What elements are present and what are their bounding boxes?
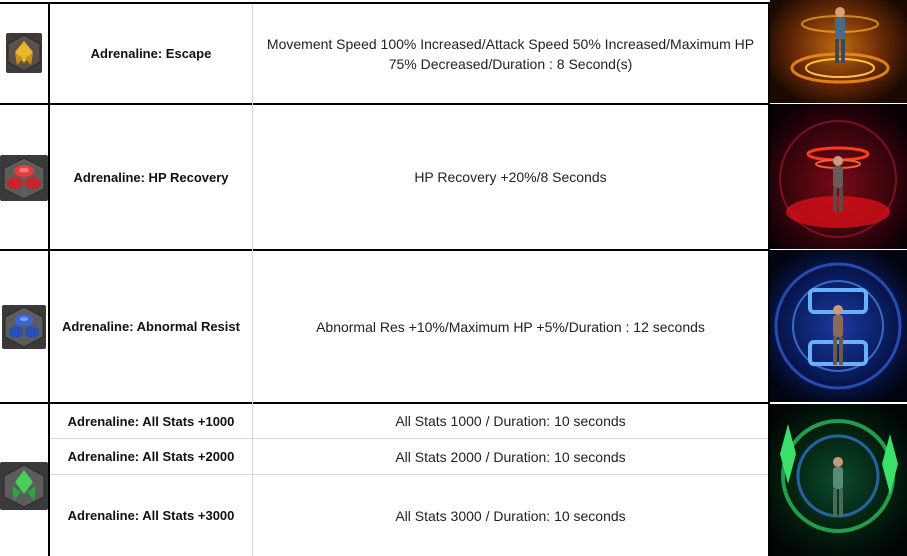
all-stats-cube-icon — [0, 462, 48, 510]
hp-recovery-cube-icon — [0, 155, 48, 201]
skill-name: Adrenaline: Abnormal Resist — [62, 319, 240, 334]
skill-name: Adrenaline: All Stats +1000 — [67, 413, 235, 429]
escape-cube-icon — [6, 33, 42, 73]
abnormal-resist-effect-art — [770, 250, 907, 402]
skill-description: Abnormal Res +10%/Maximum HP +5%/Duration : 12 seconds — [316, 318, 705, 335]
skill-description: All Stats 1000 / Duration: 10 seconds — [395, 413, 626, 429]
skill-description: HP Recovery +20%/8 Seconds — [414, 169, 607, 185]
escape-effect-art — [770, 0, 907, 103]
hp-recovery-effect-art — [770, 104, 907, 249]
all-stats-effect-art — [770, 404, 907, 556]
skill-description: All Stats 2000 / Duration: 10 seconds — [395, 448, 626, 465]
skill-name: Adrenaline: HP Recovery — [73, 169, 229, 185]
skill-description: All Stats 3000 / Duration: 10 seconds — [395, 507, 626, 524]
skill-name: Adrenaline: Escape — [90, 46, 212, 61]
skill-name: Adrenaline: All Stats +2000 — [67, 449, 235, 464]
skill-name: Adrenaline: All Stats +3000 — [67, 508, 235, 523]
abnormal-resist-cube-icon — [2, 305, 46, 349]
skill-description: Movement Speed 100% Increased/Attack Speed 50% Increased/Maximum HP 75% Decreased/Duration : 8 Second(s) — [266, 35, 755, 72]
